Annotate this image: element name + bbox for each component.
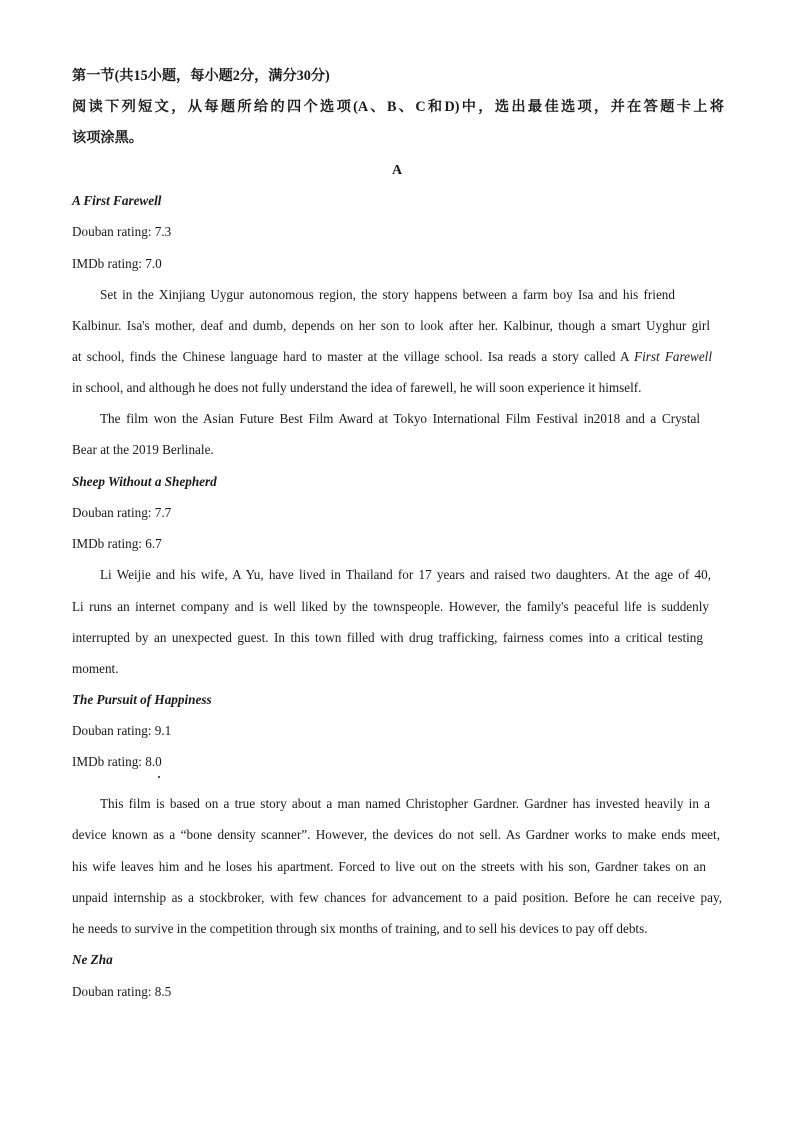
film-title: Sheep Without a Shepherd (72, 474, 217, 489)
douban-rating: Douban rating: 7.7 (72, 505, 172, 520)
douban-rating: Douban rating: 7.3 (72, 224, 172, 239)
stray-dot (158, 776, 160, 778)
paragraph-line: moment. (72, 661, 119, 676)
paragraph-line: This film is based on a true story about a man named Christopher Gardner. Gardner has invested heavily in a (100, 796, 710, 811)
instruction-line-2: 该项涂黑。 (72, 130, 143, 146)
film-title: A First Farewell (72, 193, 162, 208)
paragraph-line: Set in the Xinjiang Uygur autonomous region, the story happens between a farm boy Isa and his friend (100, 287, 675, 302)
paragraph-line: Kalbinur. Isa's mother, deaf and dumb, depends on her son to look after her. Kalbinur, though a smart Uyghur girl (72, 318, 710, 333)
paragraph-line: Bear at the 2019 Berlinale. (72, 442, 214, 457)
douban-rating: Douban rating: 8.5 (72, 984, 172, 999)
film-title: Ne Zha (72, 952, 113, 967)
paragraph-line (72, 348, 712, 366)
paragraph-line: he needs to survive in the competition through six months of training, and to sell his devices to pay off debts. (72, 921, 648, 936)
italic-film-title: First Farewell (634, 349, 713, 364)
imdb-rating: IMDb rating: 8.0 (72, 754, 162, 769)
paragraph-line: Li Weijie and his wife, A Yu, have lived in Thailand for 17 years and raised two daughters. At the age of 40, (100, 567, 711, 582)
film-title: The Pursuit of Happiness (72, 692, 212, 707)
paragraph-text: at school, finds the Chinese language hard to master at the village school. Isa reads a story called A (72, 349, 635, 364)
paragraph-line: unpaid internship as a stockbroker, with few chances for advancement to a paid position. Before he can receive pay, (72, 890, 722, 905)
section-heading: 第一节(共15小题，每小题2分，满分30分) (72, 68, 330, 84)
imdb-rating: IMDb rating: 6.7 (72, 536, 162, 551)
imdb-rating: IMDb rating: 7.0 (72, 256, 162, 271)
passage-label: A (391, 163, 403, 178)
paragraph-line: Li runs an internet company and is well liked by the townspeople. However, the family's peaceful life is suddenly (72, 599, 709, 614)
instruction-line-1: 阅读下列短文，从每题所给的四个选项(A、B、C和D)中，选出最佳选项，并在答题卡上将 (72, 99, 724, 115)
douban-rating: Douban rating: 9.1 (72, 723, 172, 738)
paragraph-line: in school, and although he does not fully understand the idea of farewell, he will soon experience it himself. (72, 380, 642, 395)
paragraph-line: The film won the Asian Future Best Film Award at Tokyo International Film Festival in2018 and a Crystal (100, 411, 700, 426)
paragraph-line: interrupted by an unexpected guest. In this town filled with drug trafficking, fairness comes into a critical testing (72, 630, 703, 645)
paragraph-line: his wife leaves him and he loses his apartment. Forced to live out on the streets with his son, Gardner takes on an (72, 859, 706, 874)
paragraph-line: device known as a “bone density scanner”. However, the devices do not sell. As Gardner works to make ends meet, (72, 827, 720, 842)
